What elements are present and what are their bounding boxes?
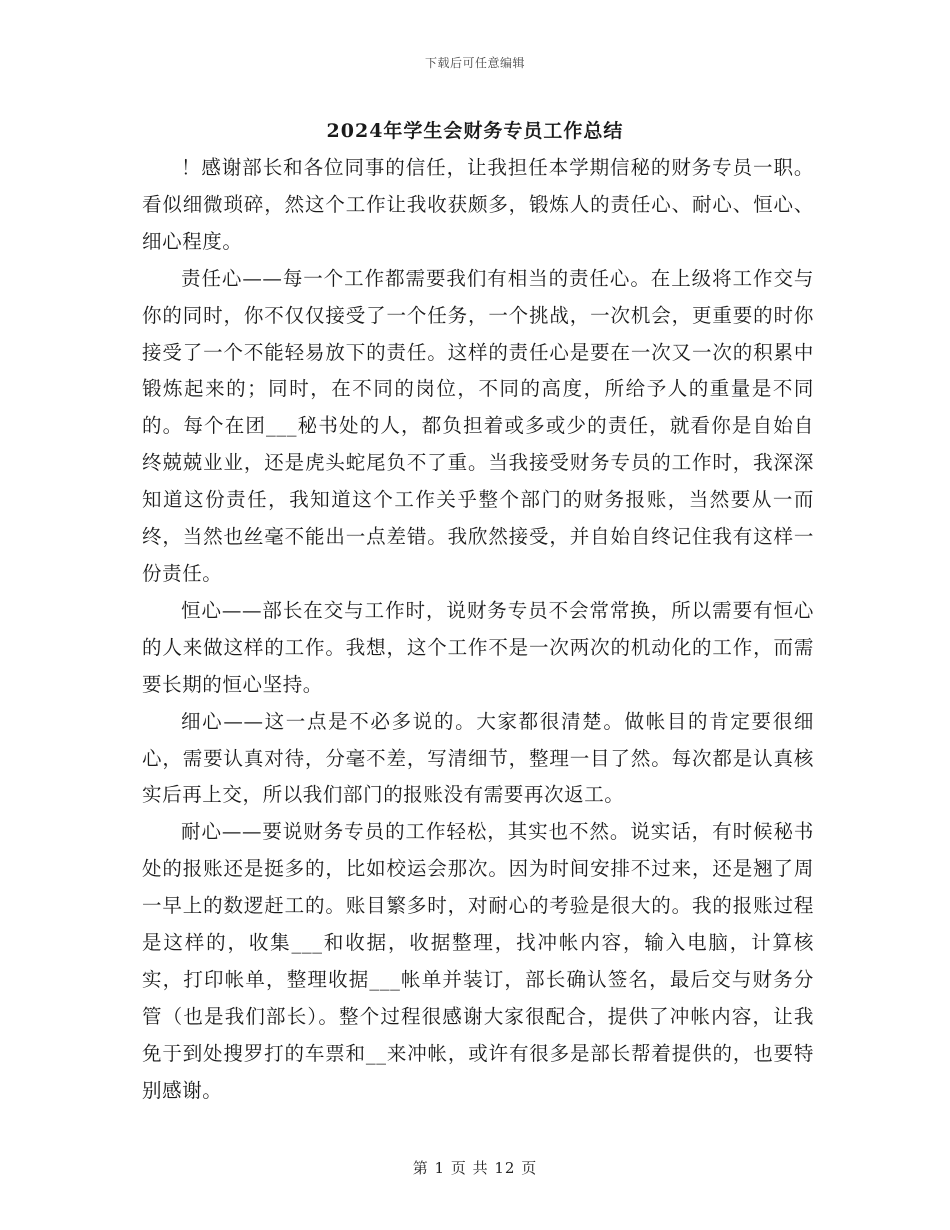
paragraph-carefulness: 细心——这一点是不必多说的。大家都很清楚。做帐目的肯定要很细心，需要认真对待，分毫不差，写清细节，整理一目了然。每次都是认真核实后再上交，所以我们部门的报账没有需要再次返工。: [142, 709, 814, 807]
paragraph-patience: 耐心——要说财务专员的工作轻松，其实也不然。说实话，有时候秘书处的报账还是挺多的，比如校运会那次。因为时间安排不过来，还是翘了周一早上的数逻赶工的。账目繁多时，对耐心的考验是很大的。我的报账过程是这样的，收集___和收据，收据整理，找冲帐内容，输入电脑，计算核实，打印帐单，整理收据___帐单并装订，部长确认签名，最后交与财务分管（也是我们部长）。整个过程很感谢大家很配合，提供了冲帐内容，让我免于到处搜罗打的车票和__来冲帐，或许有很多是部长帮着提供的，也要特别感谢。: [142, 820, 814, 1102]
document-title: 2024年学生会财务专员工作总结: [326, 120, 624, 142]
paragraph-perseverance: 恒心——部长在交与工作时，说财务专员不会常常换，所以需要有恒心的人来做这样的工作。我想，这个工作不是一次两次的机动化的工作，而需要长期的恒心坚持。: [142, 598, 814, 696]
page-number-footer: 第 1 页 共 12 页: [412, 1159, 538, 1177]
paragraph-intro: ！感谢部长和各位同事的信任，让我担任本学期信秘的财务专员一职。看似细微琐碎，然这个工作让我收获颇多，锻炼人的责任心、耐心、恒心、细心程度。: [142, 156, 814, 253]
paragraph-responsibility: 责任心——每一个工作都需要我们有相当的责任心。在上级将工作交与你的同时，你不仅仅接受了一个任务，一个挑战，一次机会，更重要的时你接受了一个不能轻易放下的责任。这样的责任心是要在一次又一次的积累中锻炼起来的；同时，在不同的岗位，不同的高度，所给予人的重量是不同的。每个在团___秘书处的人，都负担着或多或少的责任，就看你是自始自终兢兢业业，还是虎头蛇尾负不了重。当我接受财务专员的工作时，我深深知道这份责任，我知道这个工作关乎整个部门的财务报账，当然要从一而终，当然也丝毫不能出一点差错。我欣然接受，并自始自终记住我有这样一份责任。: [142, 266, 814, 585]
page-header: 下载后可任意编辑: [424, 56, 525, 70]
document-body: [142, 150, 814, 1110]
